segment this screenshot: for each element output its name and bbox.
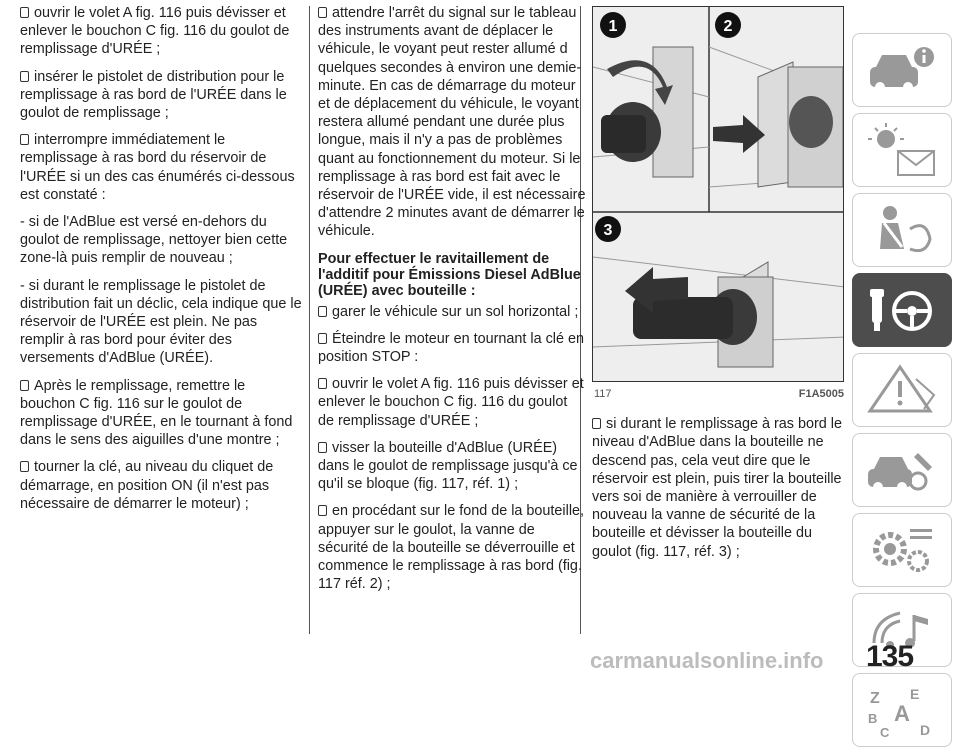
sidebar-tab-warning-triangle[interactable] (852, 353, 952, 427)
item-text: ouvrir le volet A fig. 116 puis dévisser et enlever le bouchon C fig. 116 du goulot de remplissage d'URÉE ; (318, 376, 584, 429)
svg-text:3: 3 (603, 222, 613, 239)
text-column-2 (318, 4, 586, 602)
figure-caption (594, 385, 844, 403)
bullet-item (318, 4, 586, 241)
bullet-icon (318, 378, 327, 389)
sidebar-tab-car-maintenance[interactable] (852, 433, 952, 507)
svg-text:C: C (880, 725, 890, 740)
item-text: Après le remplissage, remettre le bouchon C fig. 116 sur le goulot de remplissage d'URÉE, en le tournant à fond dans le sens des aiguilles d'une montre ; (20, 377, 293, 449)
item-text: interrompre immédiatement le remplissage à ras bord du réservoir de l'URÉE si un des cas énumérés ci-dessous est constaté : (20, 132, 295, 203)
warning-lights-icon (860, 119, 944, 181)
sidebar-tab-gears-technical[interactable] (852, 513, 952, 587)
paragraph (20, 277, 302, 368)
figure-marker-1 (600, 12, 626, 38)
bullet-item (318, 375, 586, 430)
bullet-icon (318, 333, 327, 344)
bullet-icon (318, 306, 327, 317)
bullet-icon (20, 461, 29, 472)
sidebar-tab-airbag-seatbelt[interactable] (852, 193, 952, 267)
svg-text:1: 1 (608, 18, 618, 35)
bullet-item (592, 415, 846, 561)
bullet-icon (318, 7, 327, 18)
bullet-item (20, 458, 302, 513)
bullet-item (318, 502, 586, 593)
car-info-icon (860, 39, 944, 101)
svg-text:B: B (868, 711, 878, 726)
section-heading: Pour effectuer le ravitaillement de l'additif pour Émissions Diesel AdBlue (URÉE) avec bouteille : (318, 250, 581, 299)
figure-marker-3 (595, 216, 621, 242)
bullet-item (20, 4, 302, 59)
item-text: - si durant le remplissage le pistolet de distribution fait un déclic, cela indique que le réservoir de l'URÉE est plein. Ne pas remplir à ras bord pour éviter des versements d'AdBlue (URÉE). (20, 277, 302, 367)
key-steering-wheel-icon (860, 279, 944, 341)
item-text: ouvrir le volet A fig. 116 puis dévisser et enlever le bouchon C fig. 116 du goulot de remplissage d'URÉE ; (20, 5, 290, 58)
item-text: attendre l'arrêt du signal sur le tableau des instruments avant de déplacer le véhicule, le voyant peut rester allumé d quelques secondes à environ une demie-minute. En cas de démarrage du moteur et de déplacement du véhicule, le voyant restera allumé pendant une durée plus longue, mais il n'y a pas de problèmes quant au fonctionnement du moteur. Si le remplissage à ras bord est fait avec le réservoir de l'URÉE vide, il est nécessaire d'attendre 2 minutes avant de démarrer le véhicule. (318, 5, 586, 240)
figure-illustration (593, 7, 844, 382)
figure-marker-2 (715, 12, 741, 38)
svg-text:E: E (910, 686, 920, 702)
bullet-icon (592, 418, 601, 429)
warning-triangle-icon (860, 359, 944, 421)
item-text: visser la bouteille d'AdBlue (URÉE) dans le goulot de remplissage jusqu'à ce qu'il se bloque (fig. 117, réf. 1) ; (318, 439, 578, 493)
airbag-seatbelt-icon (860, 199, 944, 261)
bullet-item (20, 377, 302, 450)
car-maintenance-icon (860, 439, 944, 501)
bullet-icon (20, 134, 29, 145)
item-text: en procédant sur le fond de la bouteille, appuyer sur le goulot, la vanne de sécurité de la bouteille se déverrouille et commence le remplissage à ras bord (fig. 117 réf. 2) ; (318, 503, 585, 593)
bullet-item (318, 330, 586, 366)
svg-text:A: A (894, 701, 910, 726)
svg-text:D: D (920, 722, 931, 738)
gears-technical-icon (860, 519, 944, 581)
bullet-item (20, 68, 302, 123)
sidebar-tab-alphabetical-index[interactable] (852, 673, 952, 747)
svg-text:Z: Z (870, 690, 880, 707)
bullet-icon (318, 505, 327, 516)
figure-code: F1A5005 (798, 388, 844, 400)
bullet-icon (20, 380, 29, 391)
bullet-icon (20, 71, 29, 82)
alphabetical-index-icon (860, 679, 944, 741)
figure-number: 117 (594, 388, 612, 400)
figure-117 (592, 6, 844, 382)
svg-text:2: 2 (723, 18, 733, 35)
page-number: 135 (866, 640, 914, 673)
item-text: garer le véhicule sur un sol horizontal ; (332, 303, 579, 320)
sidebar-tab-car-info[interactable] (852, 33, 952, 107)
sidebar-tab-key-steering-wheel[interactable] (852, 273, 952, 347)
bullet-item (318, 439, 586, 494)
watermark: carmanualsonline.info (590, 648, 824, 673)
item-text: - si de l'AdBlue est versé en-dehors du goulot de remplissage, nettoyer bien cette zone-là puis remplir de nouveau ; (20, 214, 288, 267)
bullet-icon (318, 442, 327, 453)
bullet-item (20, 131, 302, 204)
text-column-1 (20, 4, 302, 522)
bullet-icon (20, 7, 29, 18)
item-text: si durant le remplissage à ras bord le niveau d'AdBlue dans la bouteille ne descend pas, cela veut dire que le réservoir est plein, puis tirer la bouteille vers soi de manière à verrouiller de nouveau la vanne de sécurité de la bouteille et dévisser la bouteille du goulot (fig. 117, réf. 3) ; (592, 416, 842, 560)
text-column-3 (592, 4, 846, 570)
item-text: Éteindre le moteur en tournant la clé en position STOP : (318, 330, 584, 366)
item-text: insérer le pistolet de distribution pour le remplissage à ras bord de l'URÉE dans le goulot de remplissage ; (20, 68, 287, 122)
sidebar-tab-warning-lights[interactable] (852, 113, 952, 187)
column-divider-1 (309, 6, 310, 634)
bullet-item (318, 303, 586, 321)
item-text: tourner la clé, au niveau du cliquet de démarrage, en position ON (il n'est pas nécessaire de démarrer le moteur) ; (20, 459, 274, 512)
paragraph (20, 213, 302, 268)
